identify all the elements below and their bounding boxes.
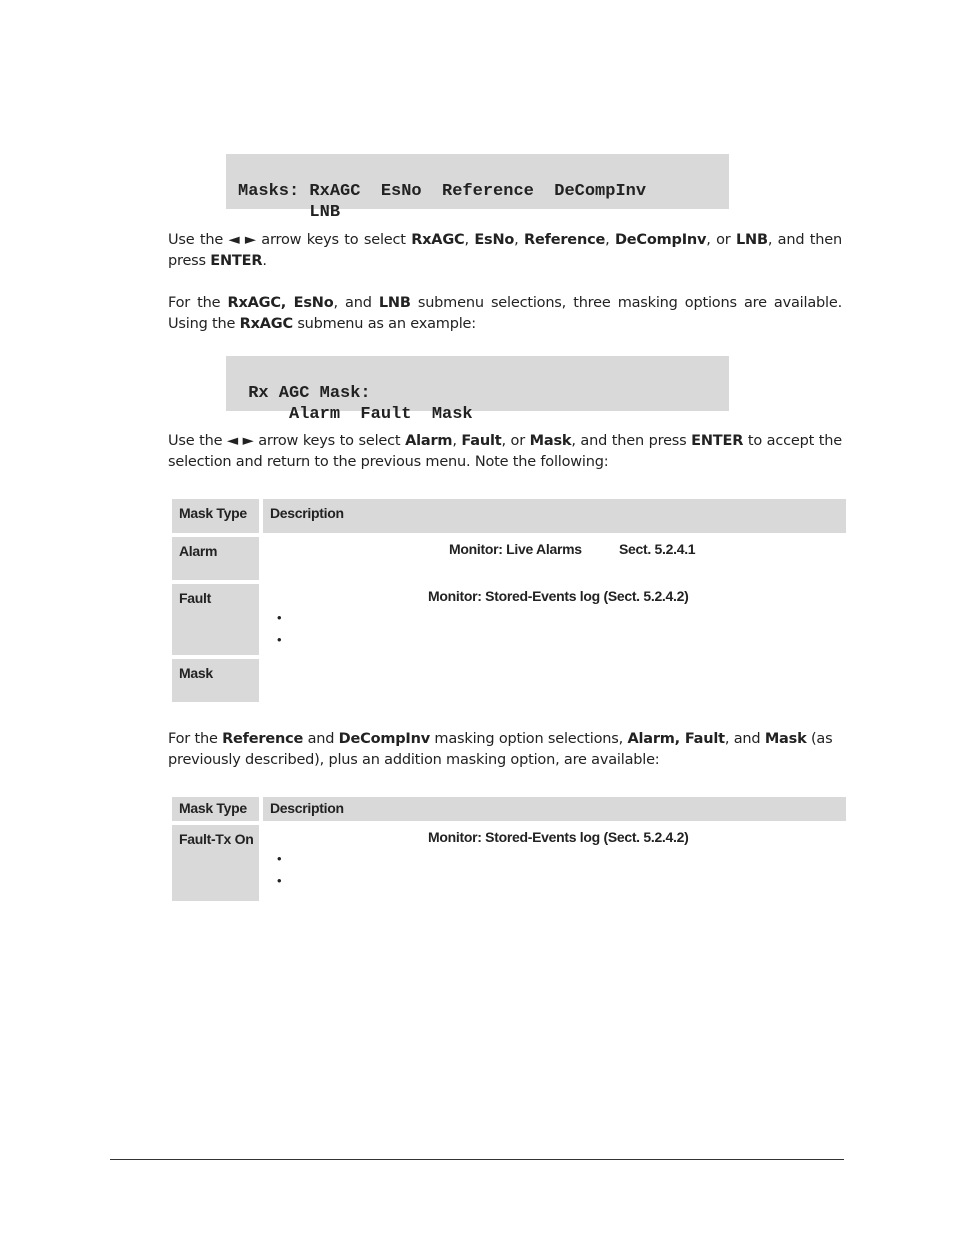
- bullet-icon: •: [277, 610, 282, 625]
- bold-text: LNB: [736, 232, 768, 248]
- table-header-row: [172, 499, 846, 533]
- text: , and then press: [571, 433, 692, 449]
- bold-text: Mask: [529, 433, 572, 449]
- text: ,: [464, 232, 475, 248]
- text: , or: [501, 433, 530, 449]
- text: ,: [514, 232, 525, 248]
- bullet-icon: •: [277, 632, 282, 647]
- table-header-row: [172, 797, 846, 821]
- description-fragment: Monitor: Stored-Events log (Sect. 5.2.4.2): [428, 588, 689, 604]
- text: (as previously described), plus an addition masking option, are available:: [168, 731, 833, 768]
- bold-text: RxAGC: [411, 232, 465, 248]
- mask-type-cell: Alarm: [172, 537, 259, 580]
- text: to accept the selection and return to the previous menu. Note the following:: [168, 433, 842, 470]
- mask-type-cell: Fault: [172, 584, 259, 655]
- table-row: [172, 584, 846, 655]
- table-row: [172, 825, 846, 901]
- instruction-paragraph-1: [168, 230, 842, 272]
- bold-text: EsNo: [474, 232, 515, 248]
- bold-text: Reference: [222, 731, 304, 747]
- bullet-icon: •: [277, 851, 282, 866]
- description-cell: [263, 659, 846, 702]
- bold-text: Fault: [461, 433, 502, 449]
- header-description: Description: [263, 499, 846, 533]
- lcd-line-2: LNB: [238, 203, 341, 222]
- text: , or: [706, 232, 737, 248]
- bold-text: RxAGC, EsNo: [227, 295, 334, 311]
- instruction-paragraph-2: [168, 293, 842, 335]
- mask-type-cell: Fault-Tx On: [172, 825, 259, 901]
- text: , and: [724, 731, 765, 747]
- bold-text: Alarm, Fault: [627, 731, 725, 747]
- instruction-paragraph-4: [168, 729, 842, 771]
- text: ,: [605, 232, 615, 248]
- text: For the: [168, 731, 223, 747]
- bold-text: Mask: [764, 731, 807, 747]
- bold-text: ENTER: [691, 433, 744, 449]
- table-row: [172, 537, 846, 580]
- text: ,: [452, 433, 462, 449]
- instruction-paragraph-3: [168, 431, 842, 473]
- header-mask-type: Mask Type: [172, 499, 259, 533]
- text: , and: [333, 295, 379, 311]
- lcd-line-1: Masks: RxAGC EsNo Reference DeCompInv: [238, 182, 647, 201]
- description-cell: [263, 825, 846, 901]
- table-row: [172, 659, 846, 702]
- text: .: [262, 253, 267, 269]
- bold-text: DeCompInv: [338, 731, 431, 747]
- text: For the: [168, 295, 228, 311]
- text: and: [303, 731, 339, 747]
- bold-text: LNB: [378, 295, 411, 311]
- bold-text: ENTER: [210, 253, 263, 269]
- mask-type-table-1: [172, 499, 846, 706]
- lcd-display-rx-agc-mask: [226, 356, 729, 424]
- bold-text: DeCompInv: [614, 232, 707, 248]
- text: submenu as an example:: [292, 316, 476, 332]
- footer-rule: [110, 1159, 844, 1160]
- header-description: Description: [263, 797, 846, 821]
- header-mask-type: Mask Type: [172, 797, 259, 821]
- bullet-icon: •: [277, 873, 282, 888]
- mask-type-cell: Mask: [172, 659, 259, 702]
- bold-text: RxAGC: [239, 316, 293, 332]
- text: masking option selections,: [430, 731, 628, 747]
- description-cell: [263, 584, 846, 655]
- mask-type-table-2: [172, 797, 846, 905]
- lcd-display-masks: [226, 154, 729, 222]
- text: Use the ◄ ► arrow keys to select: [168, 433, 406, 449]
- text: Use the ◄ ► arrow keys to select: [168, 232, 412, 248]
- bold-text: Alarm: [405, 433, 453, 449]
- description-cell: [263, 537, 846, 580]
- text: , and then press: [168, 232, 842, 269]
- description-fragment: Monitor: Live Alarms: [449, 541, 582, 557]
- lcd-line-2: Alarm Fault Mask: [238, 405, 473, 424]
- description-fragment: Monitor: Stored-Events log (Sect. 5.2.4.2): [428, 829, 689, 845]
- bold-text: Reference: [524, 232, 606, 248]
- text: submenu selections, three masking options are available. Using the: [168, 295, 842, 332]
- description-fragment: Sect. 5.2.4.1: [619, 541, 696, 557]
- lcd-line-1: Rx AGC Mask:: [238, 384, 371, 403]
